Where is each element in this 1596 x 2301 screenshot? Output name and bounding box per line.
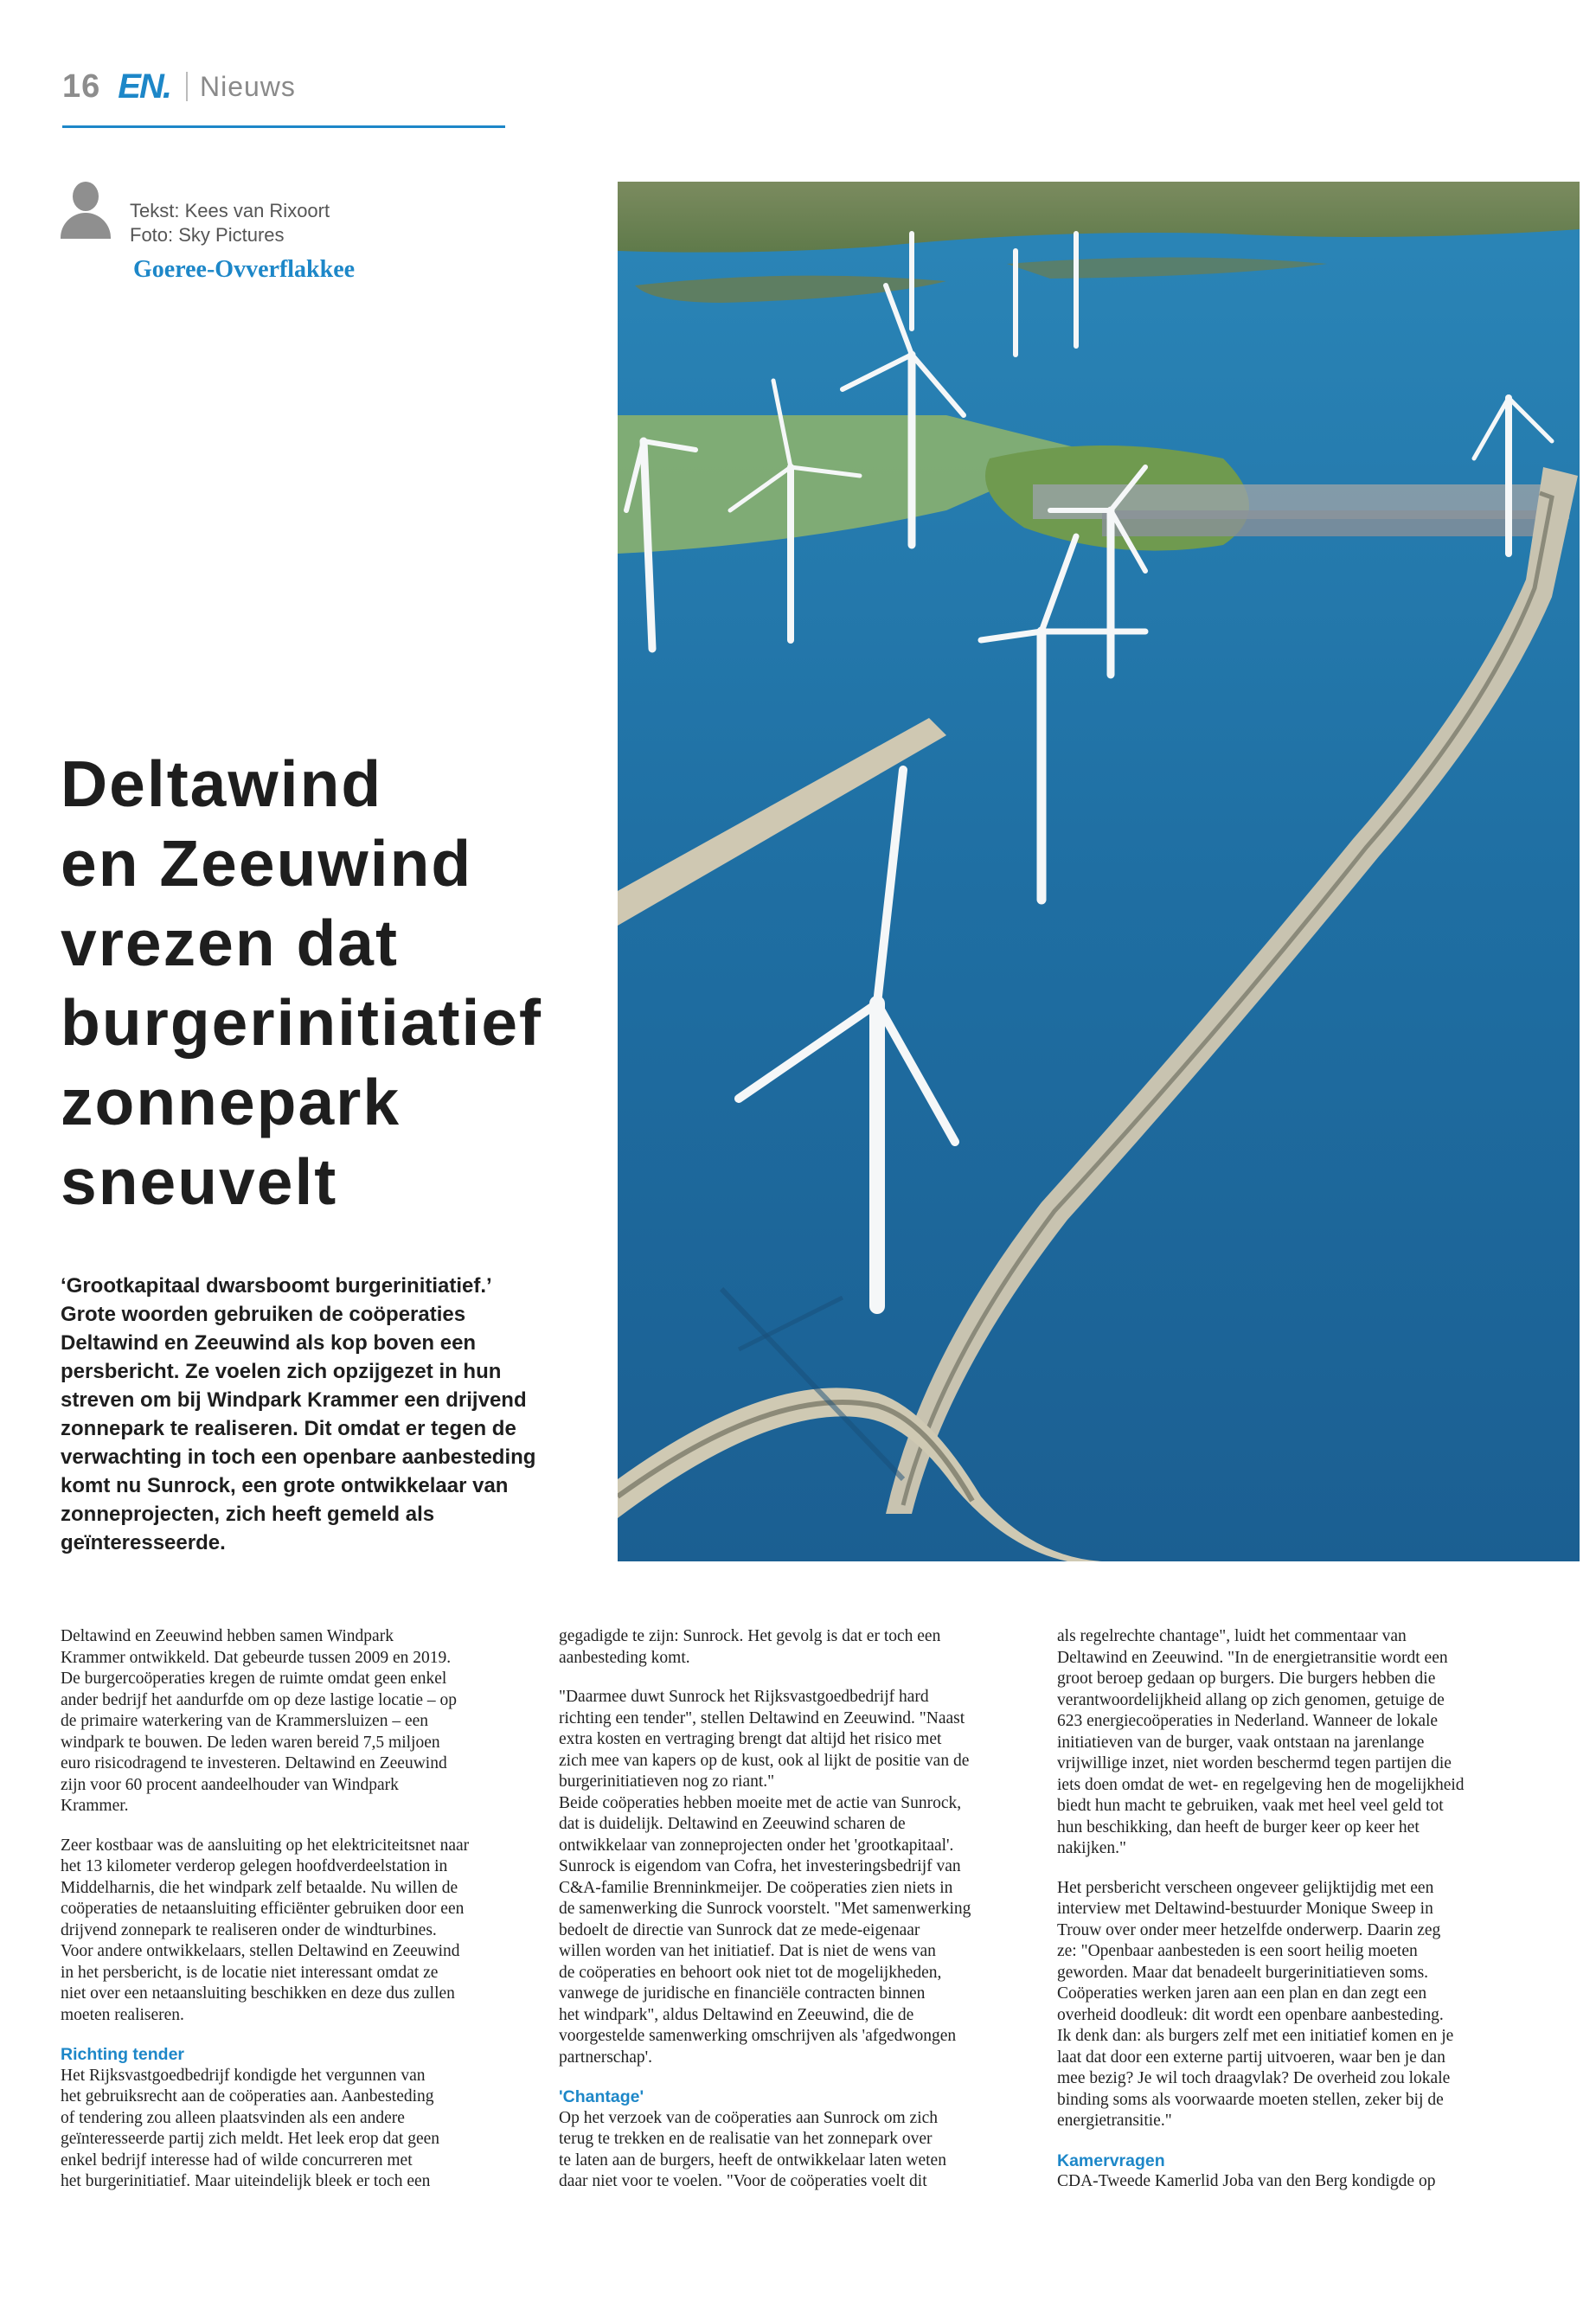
author-avatar-icon	[59, 182, 111, 239]
subheading: Kamervragen	[1057, 2150, 1165, 2170]
body-column-3	[1057, 1626, 1524, 2193]
intro-paragraph: ‘Grootkapitaal dwarsboomt burgerinitiatief.’ Grote woorden gebruiken de coöperaties Deltawind en Zeeuwind als kop boven een persbericht. Ze voelen zich opzijgezet in hun streven om bij Windpark Krammer een drijvend zonnepark te realiseren. Dit omdat er tegen de verwachting in toch een openbare aanbesteding komt nu Sunrock, een grote ontwikkelaar van zonneprojecten, zich heeft gemeld als geïnteresseerde.	[61, 1274, 536, 1554]
headline-line: burgerinitiatief	[61, 986, 543, 1059]
region-label: Goeree-Ovverflakkee	[133, 256, 356, 283]
paragraph: Beide coöperaties hebben moeite met de actie van Sunrock, dat is duidelijk. Deltawind en Zeeuwind scharen de ontwikkelaar van zonneprojecten onder het 'grootkapitaal'. Sunrock is eigendom van Cofra, het investeringsbedrijf van C&A-familie Brenninkmeijer. De coöperaties zien niets in de samenwerking die Sunrock voorstelt. "Met samenwerking bedoelt de directie van Sunrock dat ze mede-eigenaar willen worden van het initiatief. Dat is niet de wens van de coöperaties en behoort ook niet tot de mogelijkheden, vanwege de juridische en financiële contracten binnen het windpark", aldus Deltawind en Zeeuwind, die de voorgestelde samenwerking omschrijven als 'afgedwongen partnerschap'.	[559, 1793, 971, 2067]
body-column-2	[559, 1626, 1026, 2193]
headline-line: zonnepark	[61, 1066, 401, 1138]
paragraph: "Daarmee duwt Sunrock het Rijksvastgoedbedrijf hard richting een tender", stellen Deltawind en Zeeuwind. "Naast extra kosten en vertraging brengt dat altijd het risico met zich mee van kapers op de kust, ook al lijkt de positie van de burgerinitiatieven nog zo riant."	[559, 1688, 970, 1791]
credits	[130, 199, 330, 247]
headline-line: vrezen dat	[61, 907, 399, 979]
header-rule	[62, 125, 505, 128]
body-column-1	[61, 1626, 528, 2193]
photo-credit: Foto: Sky Pictures	[130, 224, 285, 246]
subheading: 'Chantage'	[559, 2087, 644, 2106]
headline-line: en Zeeuwind	[61, 827, 473, 900]
page-number: 16	[62, 67, 101, 105]
paragraph: CDA-Tweede Kamerlid Joba van den Berg kondigde op	[1057, 2172, 1436, 2190]
en-logo[interactable]: EN.	[118, 67, 170, 106]
headline-line: sneuvelt	[61, 1145, 338, 1218]
subheading: Richting tender	[61, 2045, 185, 2064]
paragraph: Zeer kostbaar was de aansluiting op het elektriciteitsnet naar het 13 kilometer verderop gelegen hoofdverdeelstation in Middelharnis, die het windpark zelf betaalde. Nu willen de coöperaties de netaansluiting efficiënter gebruiken door een drijvend zonnepark te realiseren onder de windturbines. Voor andere ontwikkelaars, stellen Deltawind en Zeeuwind in het persbericht, is de locatie niet interessant omdat ze niet over een netaansluiting beschikken en deze dus zullen moeten realiseren.	[61, 1836, 470, 2024]
paragraph: gegadigde te zijn: Sunrock. Het gevolg is dat er toch een aanbesteding komt.	[559, 1627, 941, 1667]
paragraph: Het persbericht verscheen ongeveer gelijktijdig met een interview met Deltawind-bestuurder Monique Sweep in Trouw over onder meer hetzelfde onderwerp. Daarin zeg ze: "Openbaar aanbesteden is een soort heilig moeten geworden. Maar dat benadeelt burgerinitiatieven soms. Coöperaties werken jaren aan een plan en dan zegt een overheid doodleuk: dit wordt een openbare aanbesteding. Ik denk dan: als burgers zelf met een initiatief komen en je laat dat door een externe partij uitvoeren, waar ben je dan mee bezig? Je wil toch draagvlak? De overheid zou lokale binding soms als voorwaarde moeten stellen, zeker bij de energietransitie."	[1057, 1878, 1454, 2130]
headline	[61, 744, 614, 1221]
header-divider	[186, 72, 188, 101]
paragraph: Op het verzoek van de coöperaties aan Sunrock om zich terug te trekken en de realisatie van het zonnepark over te laten aan de burgers, heeft de ontwikkelaar laten weten daar niet voor te voelen. "Voor de coöperaties voelt dit	[559, 2108, 946, 2190]
section-label: Nieuws	[199, 70, 296, 102]
page-header	[62, 64, 296, 109]
paragraph: als regelrechte chantage", luidt het commentaar van Deltawind en Zeeuwind. "In de energietransitie wordt een groot beroep gedaan op burgers. Die burgers hebben die verantwoordelijkheid allang op zich genomen, getuige de 623 energiecoöperaties in Nederland. Wanneer de lokale initiatieven van de burger, vaak ontstaan na jarenlange vrijwillige inzet, niet worden beschermd tegen partijen die iets doen omdat de wet- en regelgeving hen de mogelijkheid biedt hun macht te gebruiken, vaak met heel veel geld tot hun beschikking, dan heeft de burger keer op keer het nakijken."	[1057, 1627, 1465, 1857]
wind-turbines-photo	[618, 182, 1580, 1561]
author-credit: Tekst: Kees van Rixoort	[130, 200, 330, 221]
headline-line: Deltawind	[61, 747, 383, 820]
paragraph: Deltawind en Zeeuwind hebben samen Windpark Krammer ontwikkeld. Dat gebeurde tussen 2009 en 2019. De burgercoöperaties kregen de ruimte omdat geen enkel ander bedrijf het aandurfde om op deze lastige locatie – op de primaire waterkering van de Krammersluizen – een windpark te bouwen. De leden waren bereid 7,5 miljoen euro risicodragend te investeren. Deltawind en Zeeuwind zijn voor 60 procent aandeelhouder van Windpark Krammer.	[61, 1627, 458, 1815]
byline	[59, 182, 330, 247]
paragraph: Het Rijksvastgoedbedrijf kondigde het vergunnen van het gebruiksrecht aan de coöperaties aan. Aanbesteding of tendering zou alleen plaatsvinden als een andere geïnteresseerde partij zich meldt. Het leek erop dat geen enkel bedrijf interesse had of wilde concurreren met het burgerinitiatief. Maar uiteindelijk bleek er toch een	[61, 2066, 440, 2190]
